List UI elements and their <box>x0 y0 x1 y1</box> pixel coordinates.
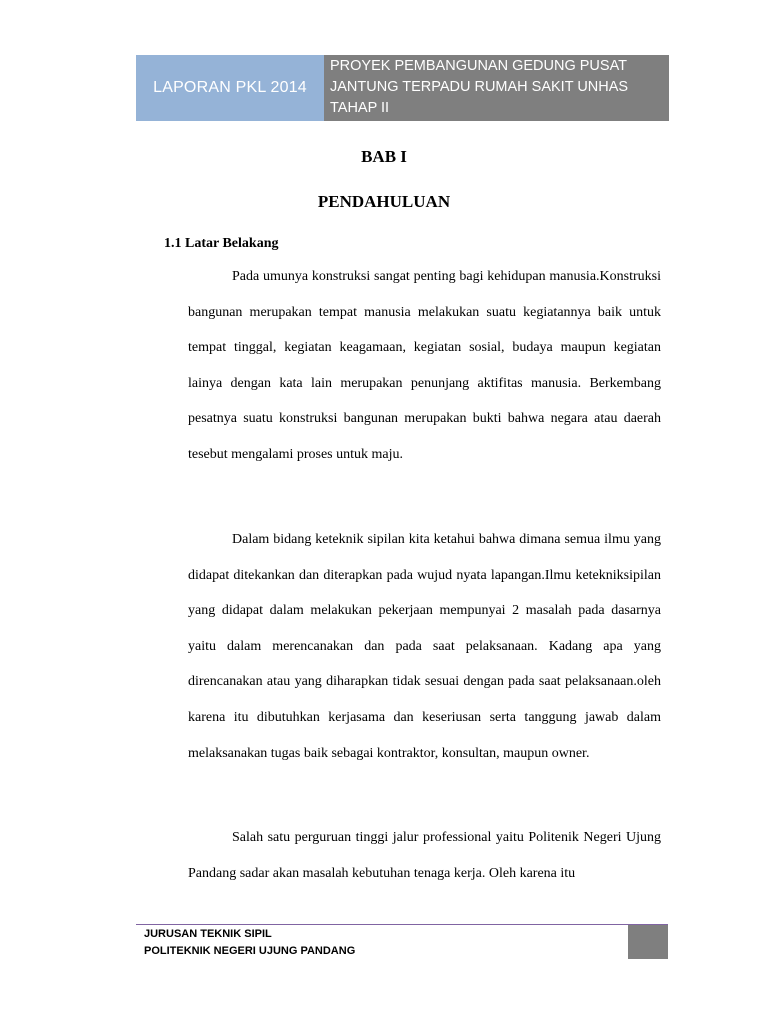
project-title-banner <box>324 55 669 121</box>
footer-department: JURUSAN TEKNIK SIPIL <box>144 928 272 940</box>
footer-institution: POLITEKNIK NEGERI UJUNG PANDANG <box>144 945 356 957</box>
section-heading: 1.1 Latar Belakang <box>164 236 279 251</box>
chapter-number: BAB I <box>361 147 407 166</box>
footer-divider <box>136 924 668 925</box>
paragraph-3: Salah satu perguruan tinggi jalur professional yaitu Politenik Negeri Ujung Pandang sadar akan masalah kebutuhan tenaga kerja. Oleh karena itu <box>188 830 661 881</box>
chapter-title: PENDAHULUAN <box>317 192 451 211</box>
project-title-line: JANTUNG TERPADU RUMAH SAKIT UNHAS <box>330 79 629 95</box>
page-number-box <box>628 925 668 959</box>
project-title-line: TAHAP II <box>330 100 390 116</box>
report-title: LAPORAN PKL 2014 <box>153 79 307 96</box>
report-title-banner <box>136 55 324 121</box>
paragraph-2: Dalam bidang keteknik sipilan kita ketahui bahwa dimana semua ilmu yang didapat ditekankan dan diterapkan pada wujud nyata lapangan.Ilmu ketekniksipilan yang didapat dalam melakukan pekerjaan mempunyai 2 masalah pada dasarnya yaitu dalam merencanakan dan pada saat pelaksanaan. Kadang apa yang direncanakan atau yang diharapkan tidak sesuai dengan pada saat pelaksanaan.oleh karena itu dibutuhkan kerjasama dan keseriusan serta tanggung jawab dalam melaksanakan tugas baik sebagai kontraktor, konsultan, maupun owner. <box>188 532 661 761</box>
project-title-line: PROYEK PEMBANGUNAN GEDUNG PUSAT <box>330 58 628 74</box>
paragraph-1: Pada umunya konstruksi sangat penting bagi kehidupan manusia.Konstruksi bangunan merupakan tempat manusia melakukan suatu kegiatannya baik untuk tempat tinggal, kegiatan keagamaan, kegiatan sosial, budaya maupun kegiatan lainya dengan kata lain merupakan penunjang aktifitas manusia. Berkembang pesatnya suatu konstruksi bangunan merupakan bukti bahwa negara atau daerah tesebut mengalami proses untuk maju. <box>188 269 661 462</box>
